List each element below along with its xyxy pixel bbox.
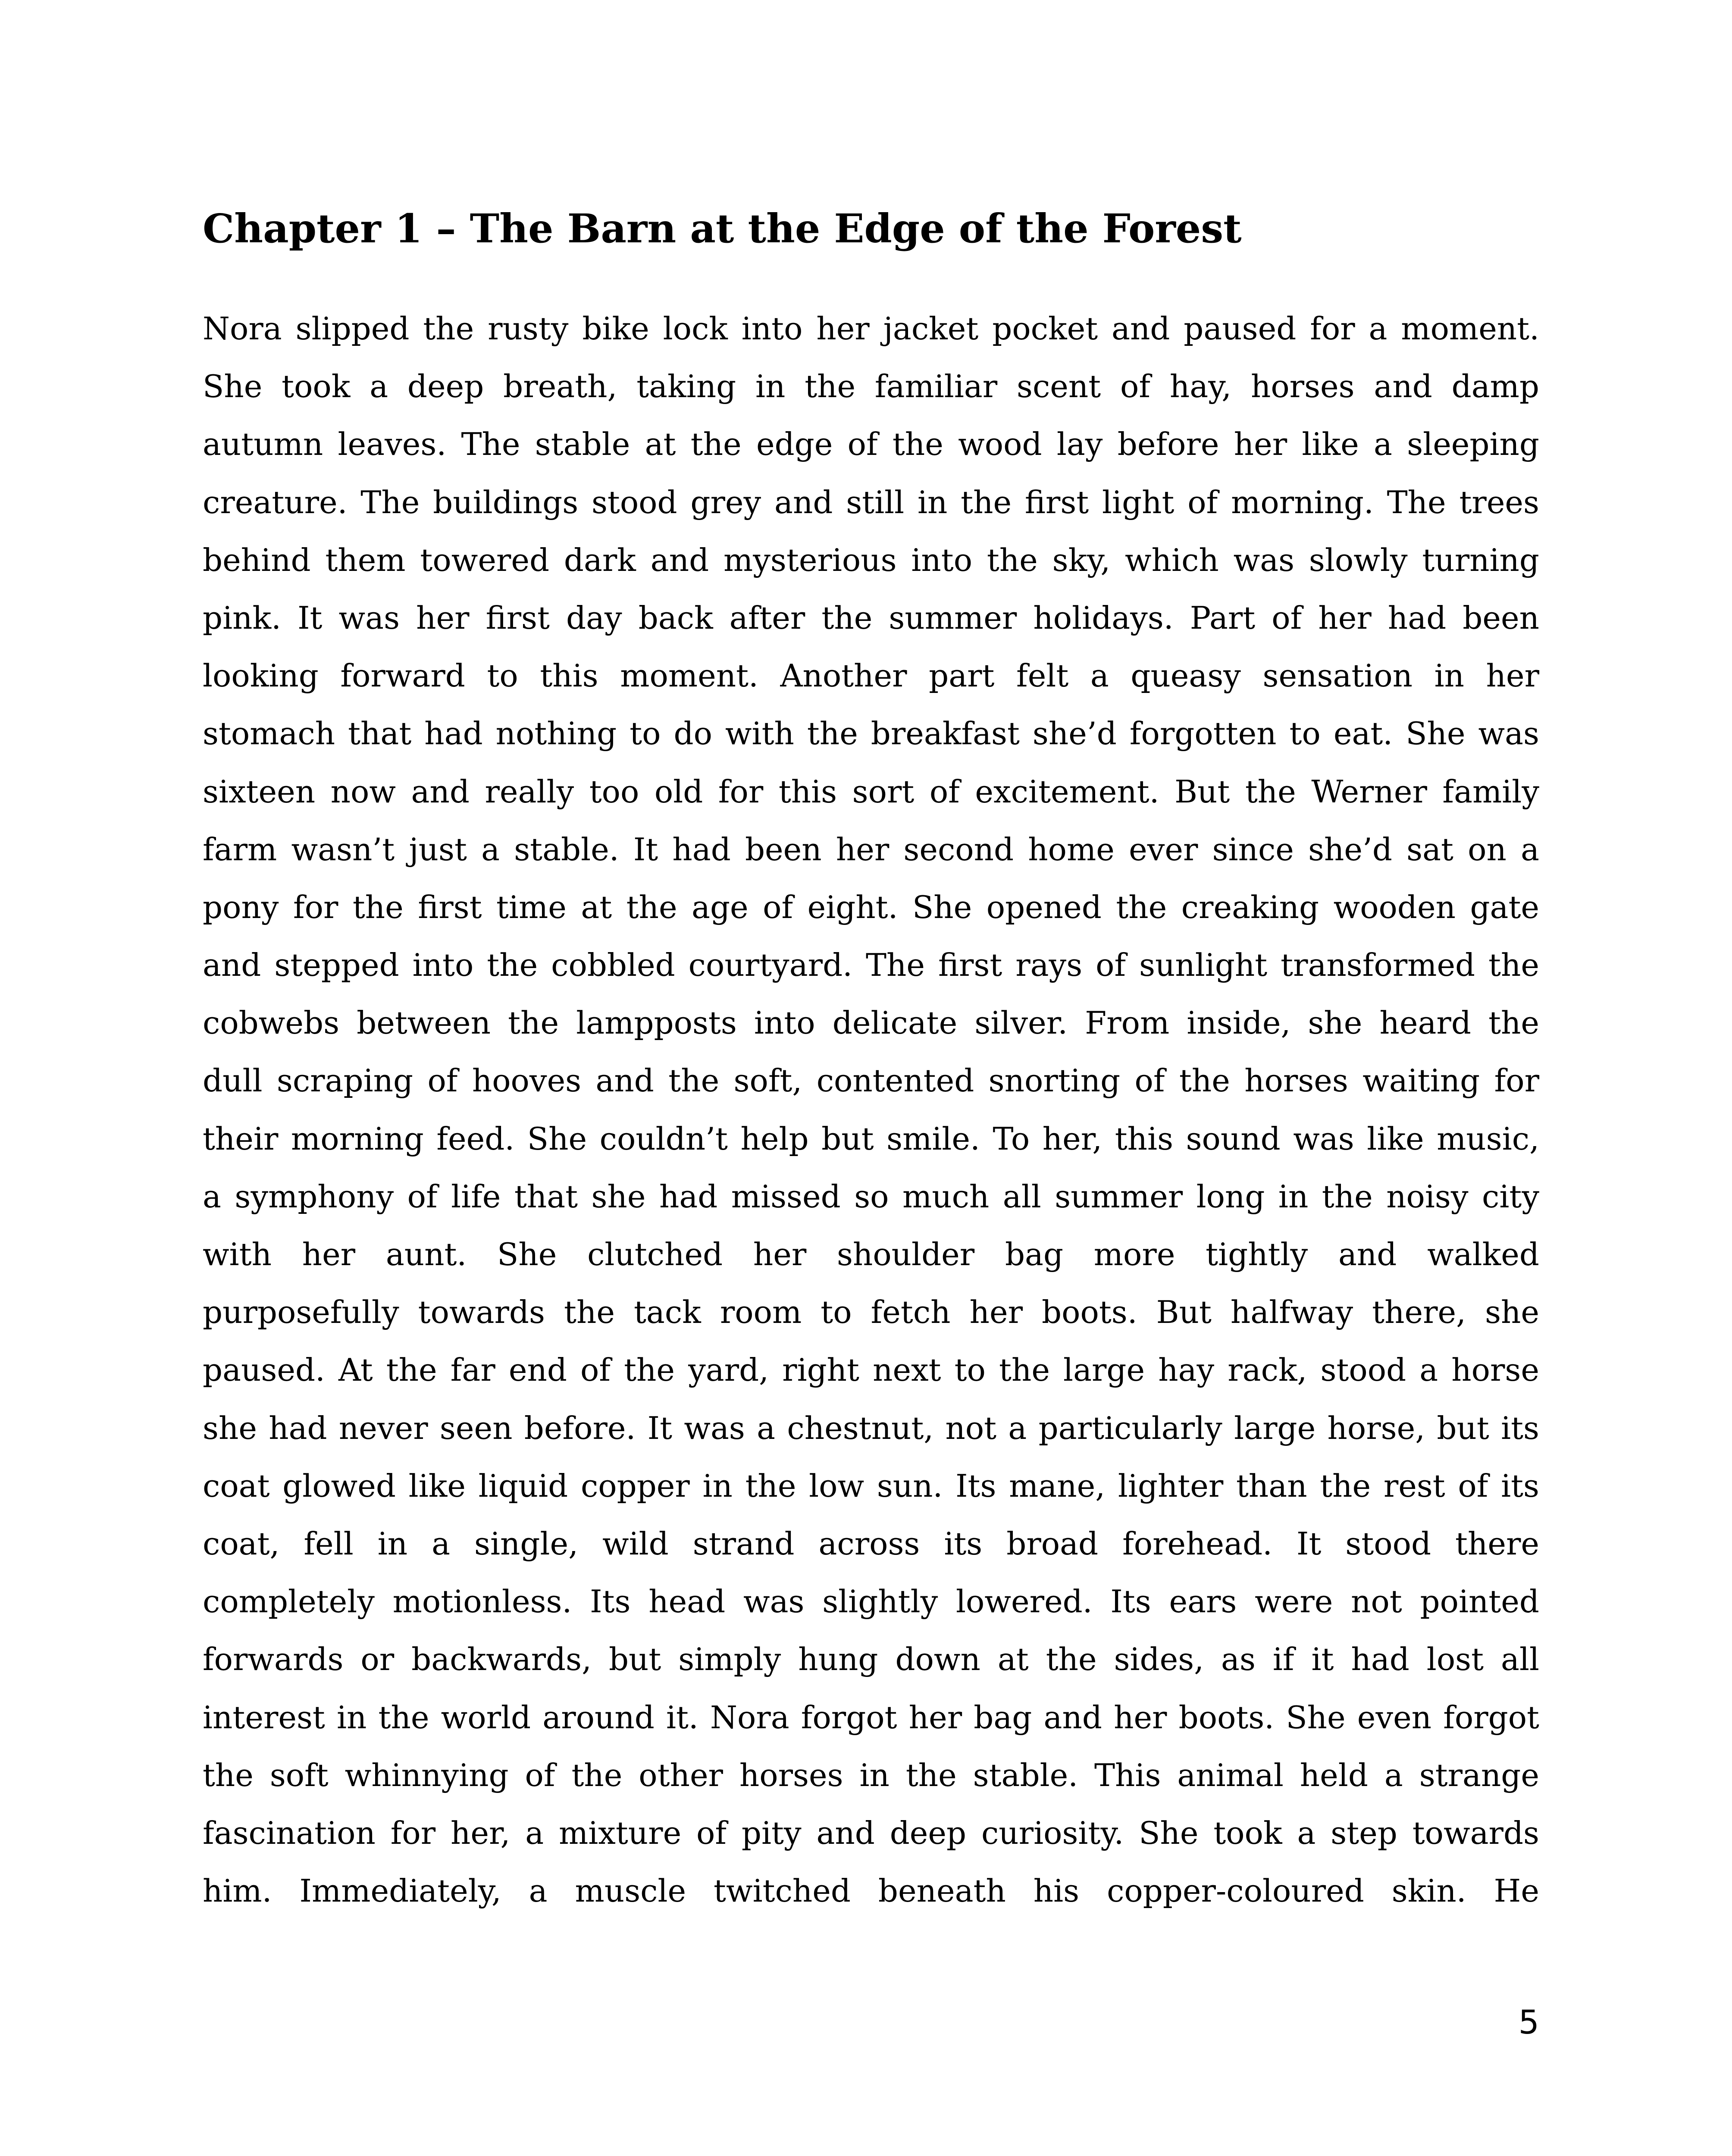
body-line: stomach that had nothing to do with the breakfast she’d forgotten to eat. She was <box>203 715 1539 752</box>
body-line: creature. The buildings stood grey and still in the first light of morning. The trees <box>203 484 1539 520</box>
body-line: cobwebs between the lampposts into delicate silver. From inside, she heard the <box>203 1005 1539 1041</box>
body-line: a symphony of life that she had missed so much all summer long in the noisy city <box>203 1178 1539 1215</box>
body-line: and stepped into the cobbled courtyard. The first rays of sunlight transformed the <box>203 947 1539 984</box>
chapter-body-text <box>203 300 1539 1920</box>
body-line: with her aunt. She clutched her shoulder bag more tightly and walked <box>203 1236 1539 1272</box>
body-line: pink. It was her first day back after the summer holidays. Part of her had been <box>203 599 1539 636</box>
body-line: autumn leaves. The stable at the edge of the wood lay before her like a sleeping <box>203 426 1539 463</box>
body-line: interest in the world around it. Nora forgot her bag and her boots. She even forgot <box>203 1699 1539 1736</box>
body-line: completely motionless. Its head was slightly lowered. Its ears were not pointed <box>203 1583 1539 1620</box>
body-line: their morning feed. She couldn’t help but smile. To her, this sound was like music, <box>203 1120 1539 1157</box>
body-line: him. Immediately, a muscle twitched beneath his copper-coloured skin. He <box>203 1873 1539 1909</box>
body-line: pony for the first time at the age of eight. She opened the creaking wooden gate <box>203 889 1539 925</box>
body-line: She took a deep breath, taking in the familiar scent of hay, horses and damp <box>203 368 1539 405</box>
body-line: coat, fell in a single, wild strand across its broad forehead. It stood there <box>203 1525 1539 1562</box>
body-line: purposefully towards the tack room to fetch her boots. But halfway there, she <box>203 1294 1539 1331</box>
page-number: 5 <box>1518 2003 1539 2041</box>
body-line: farm wasn’t just a stable. It had been her second home ever since she’d sat on a <box>203 831 1539 868</box>
body-line: fascination for her, a mixture of pity and deep curiosity. She took a step towards <box>203 1814 1539 1851</box>
body-line: forwards or backwards, but simply hung down at the sides, as if it had lost all <box>203 1641 1539 1678</box>
body-line: dull scraping of hooves and the soft, contented snorting of the horses waiting for <box>203 1062 1539 1099</box>
body-line: sixteen now and really too old for this sort of excitement. But the Werner family <box>203 773 1539 810</box>
body-line: she had never seen before. It was a chestnut, not a particularly large horse, but its <box>203 1410 1539 1446</box>
body-line: coat glowed like liquid copper in the low sun. Its mane, lighter than the rest of its <box>203 1467 1539 1504</box>
body-line: looking forward to this moment. Another part felt a queasy sensation in her <box>203 658 1539 694</box>
chapter-title: Chapter 1 – The Barn at the Edge of the Forest <box>203 205 1242 252</box>
body-line: behind them towered dark and mysterious into the sky, which was slowly turning <box>203 542 1539 578</box>
body-line: Nora slipped the rusty bike lock into her jacket pocket and paused for a moment. <box>203 310 1539 347</box>
body-line: paused. At the far end of the yard, right next to the large hay rack, stood a horse <box>203 1352 1539 1388</box>
body-line: the soft whinnying of the other horses in the stable. This animal held a strange <box>203 1757 1539 1793</box>
